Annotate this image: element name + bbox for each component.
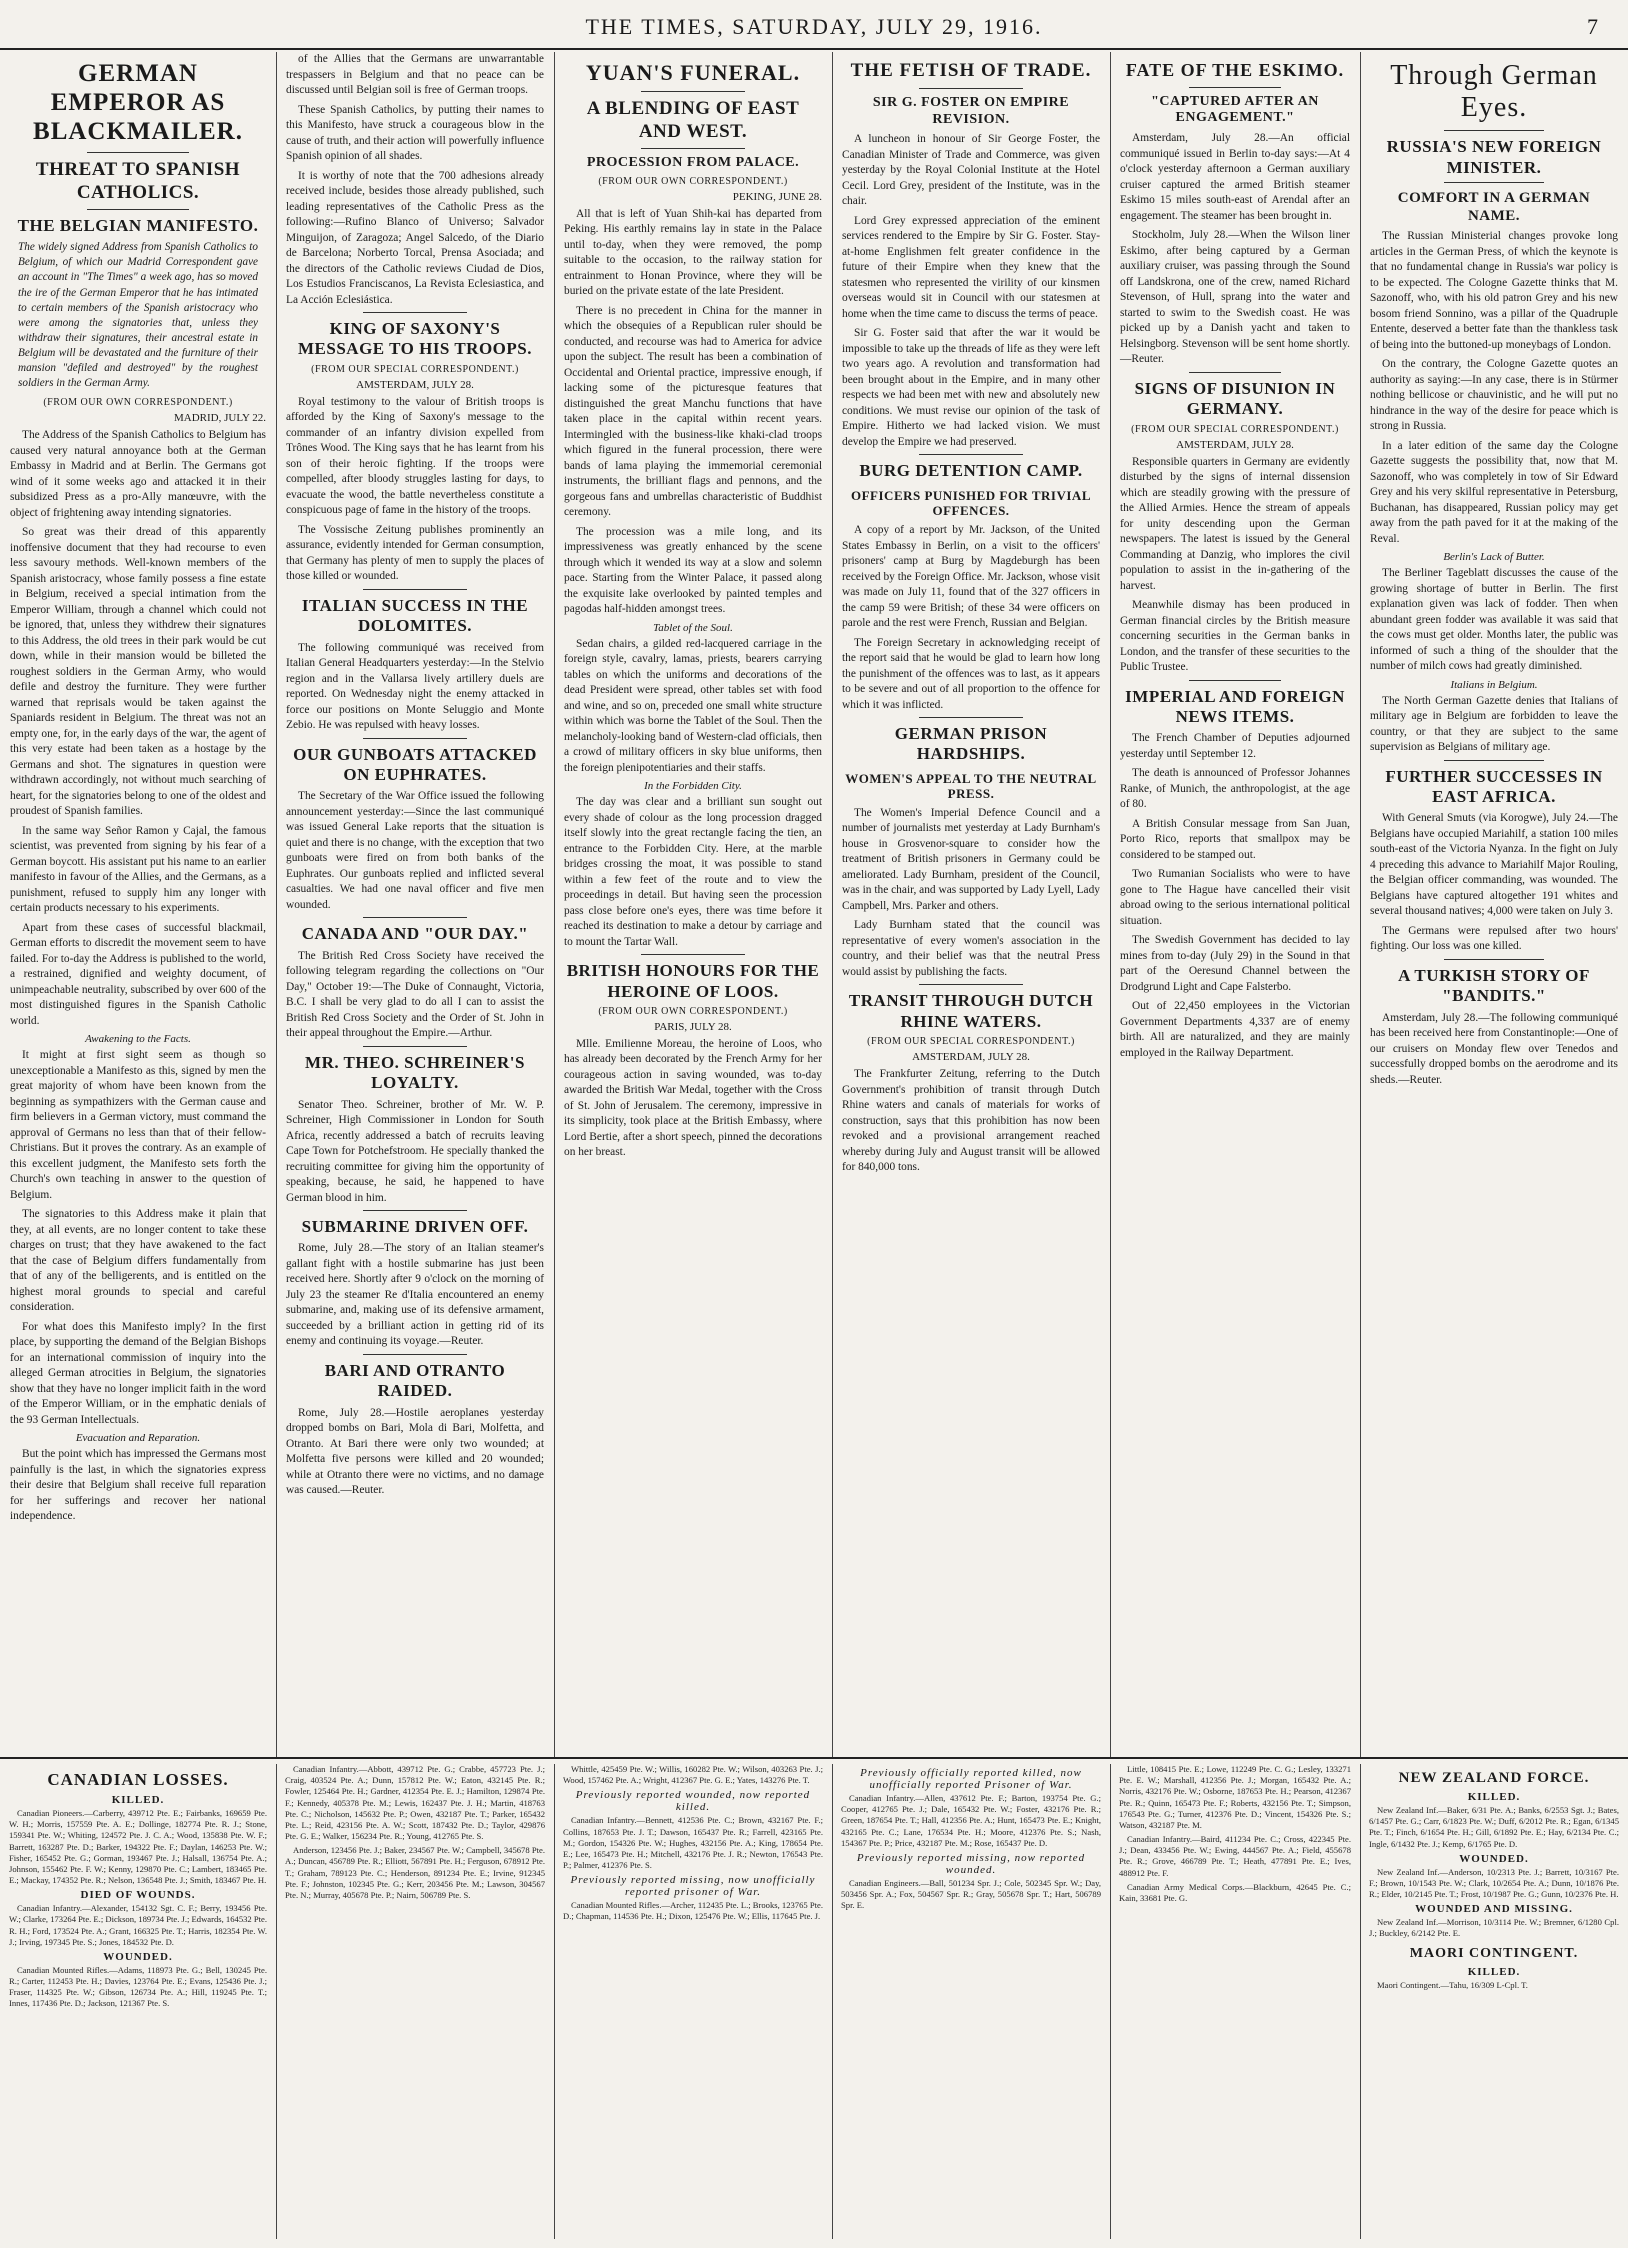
headline-schreiner: MR. THEO. SCHREINER'S LOYALTY. xyxy=(305,1052,525,1093)
side-heading: Tablet of the Soul. xyxy=(653,621,733,634)
divider xyxy=(87,209,189,210)
divider xyxy=(87,152,189,153)
paragraph: But the point which has impressed the Germans most painfully is the last, in which the signatories express their desire that Belgium shall receive full reparation for her sufferings and recover her national independence. xyxy=(10,1448,266,1523)
column-rule xyxy=(1360,52,1361,1757)
correspondent-credit: (FROM OUR OWN CORRESPONDENT.) xyxy=(43,397,233,409)
paragraph: All that is left of Yuan Shih-kai has departed from Peking. His earthly remains lay in state in the Palace until to-day, when they were removed, the pomp suitable to the occasion, to the railway station for entrainment to Honan Province, where they will be buried on the private estate of the late President. xyxy=(564,207,822,298)
paragraph: Rome, July 28.—The story of an Italian steamer's gallant fight with a hostile submarine has just been received here. Shortly after 9 o'clock on the morning of July 23 the steamer Re d'Italia encountered an enemy submarine, and, making use of its defensive armament, succeeded by a brilliant action in getting rid of its enemy and continuing its voyage.—Reuter. xyxy=(286,1242,544,1348)
dateline: AMSTERDAM, JULY 28. xyxy=(912,1051,1030,1064)
paragraph: The following communiqué was received from Italian General Headquarters yesterday:—In the Stelvio region and in the Vallarsa lively artillery duels are reported. On Wednesday night the enemy attacked in force our positions on Monte Seluggio and Monte Zebio. He was repulsed with heavy losses. xyxy=(286,641,544,732)
correspondent-credit: (FROM OUR SPECIAL CORRESPONDENT.) xyxy=(1131,423,1339,435)
column-4 xyxy=(836,52,1106,1757)
paragraph: So great was their dread of this apparently inoffensive document that they had recourse to even less savoury methods. Well-known members of the Spanish aristocracy, whose family possess a fine estate in Belgium, received a special intimation from the Emperor William, through a channel which could not be ignored, that, unless they withdrew their signatures to this Address, the old trees in their park would be cut down, while in their mansion would be billeted the roughest soldiers in the German Army, who would defile and destroy the furniture. They were further warned that reprisals would be taken against the Spaniards resident in Belgium. The threat was not an empty one, for, in the early days of the war, the agent of this very estate had been taken as a hostage by the Germans and shot. The signatures in question were withdrawn accordingly, not without much searching of heart, for the signatories belong to one of the oldest and proudest of Spanish families. xyxy=(10,526,266,818)
paragraph: The Address of the Spanish Catholics to Belgium has caused very natural annoyance both at the German Embassy in Madrid and at Berlin. The Germans got wind of it some weeks ago and attacked it in their subsidized Press as a pro-Ally manœuvre, with the object of frightening away intending signatories. xyxy=(10,429,266,519)
paragraph: There is no precedent in China for the manner in which the obsequies of a Republican ruler should be conducted, and recourse was had to America for advice upon the subject. The result has been a combination of Occidental and Oriental practice, impressive enough, if lacking some of the picturesque features that distinguished the great Manchu functions that have taken place in the capital within recent years. Intermingled with the business-like khaki-clad troops which figured in the funeral procession, there were bands of lama playing the immemorial ceremonial instruments, the brilliant flags and pennons, and the gorgeous fans and umbrellas characteristic of Buddhist ceremony. xyxy=(564,304,822,519)
divider xyxy=(1189,680,1281,681)
paragraph: Amsterdam, July 28.—The following communiqué has been received here from Constantinople:—One of our cruisers on Monday flew over Tenedos and successfully dropped bombs on the aerodrome and its sheds.—Reuter. xyxy=(1370,1011,1618,1086)
headline-disunion: SIGNS OF DISUNION IN GERMANY. xyxy=(1134,378,1336,419)
correspondent-credit: (FROM OUR OWN CORRESPONDENT.) xyxy=(598,175,788,187)
paragraph: In a later edition of the same day the Cologne Gazette suggests the possibility that, now that M. Sazonoff, who was completely in tow of Sir Edward Grey and his very skilful representative in Petersburg, Buchanan, has disappeared, Russian policy may get away from the path paved for it at the making of the Reval. xyxy=(1370,439,1618,545)
headline-burg-camp: BURG DETENTION CAMP. xyxy=(859,461,1083,481)
article-body xyxy=(842,1067,1100,1176)
article-body xyxy=(1120,455,1350,676)
paragraph: These Spanish Catholics, by putting their names to this Manifesto, have struck a courageous blow in the cause of truth, and their action will powerfully influence Spanish opinion of all shades. xyxy=(286,103,544,162)
headline-east-africa: FURTHER SUCCESSES IN EAST AFRICA. xyxy=(1385,766,1603,807)
article-body xyxy=(286,641,544,734)
divider xyxy=(1444,182,1543,183)
casualty-column-5 xyxy=(1114,1764,1356,2239)
divider xyxy=(1189,372,1281,373)
paragraph: The Foreign Secretary in acknowledging receipt of the report said that he would be glad to learn how long the punishment of the offences was to last, as it appears to be severe and out of all proportion to the offence for which it was inflicted. xyxy=(842,636,1100,711)
divider xyxy=(1444,760,1543,761)
headline-dutch-transit: TRANSIT THROUGH DUTCH RHINE WATERS. xyxy=(848,991,1094,1031)
casualty-column-3 xyxy=(558,1764,828,2239)
paragraph: The Women's Imperial Defence Council and a number of journalists met yesterday at Lady Burnham's house in Grosvenor-square to consider how the treatment of British prisoners in Germany could be ameliorated. Lady Burnham, president of the Council, was in the chair, and was supported by Lady Lyell, Lady Campbell, Mrs. Parker and others. xyxy=(842,806,1100,912)
article-body xyxy=(842,523,1100,713)
headline-heroine-loos: BRITISH HONOURS FOR THE HEROINE OF LOOS. xyxy=(566,961,820,1001)
article-body xyxy=(842,806,1100,981)
paragraph: Senator Theo. Schreiner, brother of Mr. W. P. Schreiner, High Commissioner in London for South Africa, recently addressed a batch of recruits leaving Cape Town for Potchefstroom. He specially thanked the recruiting committee for giving him the opportunity of speaking, because, he said, he happened to have German blood in him. xyxy=(286,1098,544,1204)
casualty-list: Maori Contingent.—Tahu, 16/309 L-Cpl. T. xyxy=(1377,1979,1528,1990)
article-body xyxy=(1120,731,1350,1061)
paragraph: The Vossische Zeitung publishes prominently an assurance, evidently intended for German consumption, that Germany has plenty of men to supply the places of those killed or wounded. xyxy=(286,523,544,583)
paragraph: Rome, July 28.—Hostile aeroplanes yesterday dropped bombs on Bari, Mola di Bari, Molfetta, and Otranto. At Bari there were only two wounded; at Molfetta five persons were killed and 20 wounded; while at Otranto there were no victims, and no damage was caused.—Reuter. xyxy=(286,1406,544,1497)
headline-eskimo: FATE OF THE ESKIMO. xyxy=(1125,60,1345,80)
headline-through-german-eyes: Through German Eyes. xyxy=(1390,60,1598,124)
subhead-womens-appeal: WOMEN'S APPEAL TO THE NEUTRAL PRESS. xyxy=(845,770,1097,802)
correspondent-credit: (FROM OUR SPECIAL CORRESPONDENT.) xyxy=(311,363,519,375)
paragraph: Responsible quarters in Germany are evidently disturbed by the signs of internal dissension which are steadily growing with the pressure of the Allied Armies. Hence the stream of appeals for unity descending upon the German newspapers. The latest is issued by the General Commanding at Danzig, who implores the civil population to assist in the in-gathering of the harvest. xyxy=(1120,455,1350,592)
headline-new-zealand-force: NEW ZEALAND FORCE. xyxy=(1398,1770,1590,1786)
paragraph: On the contrary, the Cologne Gazette quotes an authority as saying:—In any case, there is in Stürmer nothing bellicose or chauvinistic, and he will put no hindrance in the way of the desire for peace which is strong in Russia. xyxy=(1370,358,1618,433)
subhead-foster: SIR G. FOSTER ON EMPIRE REVISION. xyxy=(872,94,1070,127)
divider xyxy=(1444,130,1543,131)
casualty-list: Canadian Infantry.—Abbott, 439712 Pte. G.; Crabbe, 457723 Pte. J.; Craig, 403524 Pte. A.; Dunn, 157812 Pte. W.; Eaton, 432145 Pte. R.; Fowler, 125464 Pte. H.; Gardner, 412354 Pte. E. J.; Hamilton, 129874 Pte. F.; Kennedy, 405378 Pte. M.; Lewis, 162437 Pte. J. H.; Martin, 418763 Pte. C.; Nicholson, 145632 Pte. P.; Owen, 432187 Pte. T.; Parker, 165432 Pte. L.; Reid, 423156 Pte. A. W.; Scott, 187432 Pte. D.; Taylor, 429876 Pte. G. E.; Walker, 156234 Pte. R.; Young, 412765 Pte. S. xyxy=(285,1764,545,1842)
headline-canada-our-day: CANADA AND "OUR DAY." xyxy=(301,924,529,944)
casualty-column-6 xyxy=(1364,1764,1624,2239)
list-heading: Previously reported missing, now reported wounded. xyxy=(856,1851,1086,1876)
casualty-list: Canadian Pioneers.—Carberry, 439712 Pte. E.; Fairbanks, 169659 Pte. W. H.; Morris, 157559 Pte. A. E.; Dollinge, 182774 Pte. R. J.; Stone, 159341 Pte. W.; Whiting, 124572 Pte. J. C. A.; Wood, 135838 Pte. W. F.; Barrett, 163287 Pte. D.; Barker, 194322 Pte. F.; Daylan, 146253 Pte. W.; Fisher, 165452 Pte. G.; Gorman, 193467 Pte. J.; Halsall, 136754 Pte. A.; Johnson, 155462 Pte. F. W.; Kenny, 129870 Pte. C.; Lambert, 183465 Pte. E.; Mackay, 174352 Pte. R.; Nelson, 136548 Pte. J.; Smith, 183467 Pte. H. xyxy=(9,1808,267,1886)
paragraph: The Berliner Tageblatt discusses the cause of the growing shortage of butter in Berlin. The first explanation given was lack of fodder. Then when abundant green fodder was available it was said that the cows must get older. Months later, the public was informed of such a thing of the shoulder that the number of milch cows had greatly diminished. xyxy=(1370,567,1618,673)
subhead-blending: A BLENDING OF EAST AND WEST. xyxy=(586,98,800,143)
paragraph: The signatories to this Address make it plain that they, at all events, are no longer content to take these charges on trust; that they have awakened to the fact that the case of Belgium differs fundamentally from that of any of the belligerents, and is entitled on the highest moral grounds to special and careful consideration. xyxy=(10,1208,266,1314)
article-body xyxy=(1370,229,1618,756)
divider xyxy=(363,589,466,590)
column-1 xyxy=(4,52,272,1757)
casualty-list: New Zealand Inf.—Anderson, 10/2313 Pte. J.; Barrett, 10/3167 Pte. F.; Brown, 10/1543 Pte. W.; Clark, 10/2654 Pte. A.; Dunn, 10/1876 Pte. R.; Elder, 10/2145 Pte. T.; Frost, 10/1987 Pte. G.; Gunn, 10/2376 Pte. H. xyxy=(1369,1866,1619,1900)
headline-fetish-of-trade: THE FETISH OF TRADE. xyxy=(850,60,1092,81)
headline-turkish-story: A TURKISH STORY OF "BANDITS." xyxy=(1398,965,1590,1006)
paragraph: Out of 22,450 employees in the Victorian Government Departments 4,337 are of enemy birth. All are naturalized, and they are mainly employed in the Railway Department. xyxy=(1120,1000,1350,1059)
column-5 xyxy=(1114,52,1356,1757)
article-body xyxy=(564,1037,822,1161)
column-rule xyxy=(276,52,277,1757)
divider xyxy=(1189,87,1281,88)
paragraph: Stockholm, July 28.—When the Wilson liner Eskimo, after being captured by a German auxiliary cruiser, was passing through the Sound off Landskrona, one of the crew, named Richard Stevenson, of Hull, sprang into the water and started to swim to the Swedish coast. He was picked up by a Danish yacht and taken to Helsingborg. Stevenson will be sent home shortly.—Reuter. xyxy=(1120,229,1350,366)
column-2 xyxy=(280,52,550,1757)
divider xyxy=(363,917,466,918)
paragraph: The North German Gazette denies that Italians of military age in Belgium are forbidden to leave the country, or that they are subject to the same supervision as Belgians of military age. xyxy=(1370,694,1618,754)
casualty-list: Canadian Army Medical Corps.—Blackburn, 42645 Pte. C.; Kain, 33681 Pte. G. xyxy=(1119,1881,1351,1903)
dateline: MADRID, JULY 22. xyxy=(174,412,266,425)
subhead-foreign-minister: RUSSIA'S NEW FOREIGN MINISTER. xyxy=(1386,137,1602,177)
paragraph: A copy of a report by Mr. Jackson, of the United States Embassy in Berlin, on a visit to the officers' prisoners' camp at Burg by Magdeburgh has been received by the Foreign Office. Mr. Jackson, whose visit was made on July 11, found that of the 327 officers in the camp 59 were British; of these 34 were officers on parole and the rest were French, Russian and Belgian. xyxy=(842,524,1100,630)
list-heading: WOUNDED. xyxy=(1459,1852,1529,1865)
paragraph: The Germans were repulsed after two hours' fighting. Our loss was one killed. xyxy=(1370,924,1618,953)
paragraph: Two Rumanian Socialists who were to have gone to The Hague have cancelled their visit abroad owing to the serious international political situation. xyxy=(1120,868,1350,927)
headline-gunboats: OUR GUNBOATS ATTACKED ON EUPHRATES. xyxy=(293,744,537,784)
column-rule xyxy=(1110,52,1111,1757)
list-heading: KILLED. xyxy=(1467,1965,1521,1978)
masthead-title: THE TIMES, SATURDAY, JULY 29, 1916. xyxy=(585,14,1043,39)
headline-yuan-funeral: YUAN'S FUNERAL. xyxy=(585,60,801,85)
paragraph: For what does this Manifesto imply? In the first place, by supporting the demand of the Belgian Bishops for an international commission of inquiry into the alleged German atrocities in Belgium, the signatories show that they have no longer implicit faith in the word of the Emperor William, or in the emphatic denials of the 93 German Intellectuals. xyxy=(10,1320,266,1426)
column-6 xyxy=(1364,52,1624,1757)
casualty-column-1 xyxy=(4,1764,272,2239)
paragraph: The Swedish Government has decided to lay mines from to-day (July 29) in the Sound in that part of the Oeresund Channel between the Drodgrund Light and Cape Falsterbo. xyxy=(1120,934,1350,993)
column-rule xyxy=(1360,1764,1361,2239)
casualty-list: Anderson, 123456 Pte. J.; Baker, 234567 Pte. W.; Campbell, 345678 Pte. A.; Duncan, 456789 Pte. R.; Elliott, 567891 Pte. H.; Ferguson, 678912 Pte. T.; Graham, 789123 Pte. C.; Henderson, 891234 Pte. E.; Irvine, 912345 Pte. F.; Johnston, 102345 Pte. G.; Kerr, 203456 Pte. M.; Lawson, 304567 Pte. N.; Murray, 405678 Pte. P.; Nairn, 506789 Pte. S. xyxy=(285,1845,545,1900)
paragraph: The day was clear and a brilliant sun sought out every shade of colour as the long procession dragged itself slowly into the great rectangle facing the tien, an entrance to the Forbidden City. Here, at the marble bridges crossing the moat, it was possible to stand within a few feet of the route and to view the proceedings in detail. But having seen the procession pass close before one's eyes, there was time before it reached its destination to make a detour by carriage and to mount the Tartar Wall. xyxy=(564,796,822,948)
casualty-list: Canadian Infantry.—Bennett, 412536 Pte. C.; Brown, 432167 Pte. F.; Collins, 187653 Pte. J. T.; Dawson, 165437 Pte. R.; Farrell, 423165 Pte. M.; Gordon, 154326 Pte. W.; Hughes, 432156 Pte. A.; King, 178654 Pte. E.; Lee, 165473 Pte. H.; Mitchell, 432176 Pte. J. R.; Newton, 176543 Pte. P.; Palmer, 412376 Pte. S. xyxy=(563,1815,823,1871)
list-heading: DIED OF WOUNDS. xyxy=(80,1889,196,1902)
article-body xyxy=(1370,1011,1618,1089)
list-heading: KILLED. xyxy=(1467,1791,1521,1803)
column-3 xyxy=(558,52,828,1757)
paragraph: The French Chamber of Deputies adjourned yesterday until September 12. xyxy=(1120,732,1350,760)
column-rule xyxy=(832,52,833,1757)
column-rule xyxy=(1110,1764,1111,2239)
correspondent-credit: (FROM OUR OWN CORRESPONDENT.) xyxy=(598,1005,788,1017)
paragraph: Lady Burnham stated that the council was representative of every women's association in the country, and their belief was that the neutral Press would assist by publishing the facts. xyxy=(842,919,1100,978)
correspondent-credit: (FROM OUR SPECIAL CORRESPONDENT.) xyxy=(867,1036,1075,1048)
paragraph: of the Allies that the Germans are unwarrantable trespassers in Belgium and that no peace can be discussed until Belgian soil is free of German troops. xyxy=(286,53,544,96)
casualty-list: Canadian Infantry.—Alexander, 154132 Sgt. C. F.; Berry, 193456 Pte. W.; Clarke, 173264 Pte. E.; Dickson, 189734 Pte. J.; Edwards, 164532 Pte. R. H.; Ford, 173524 Pte. A.; Grant, 166325 Pte. T.; Harris, 182354 Pte. W. J.; Irving, 197345 Pte. S.; Jones, 184532 Pte. D. xyxy=(9,1903,267,1947)
headline-italian-success: ITALIAN SUCCESS IN THE DOLOMITES. xyxy=(301,595,529,636)
subhead-captured: "CAPTURED AFTER AN ENGAGEMENT." xyxy=(1151,93,1319,126)
divider xyxy=(919,454,1022,455)
list-heading: Previously reported wounded, now reported killed. xyxy=(575,1789,811,1814)
side-heading: Italians in Belgium. xyxy=(1450,678,1538,691)
column-rule xyxy=(554,1764,555,2239)
article-body xyxy=(286,395,544,585)
article-body xyxy=(286,52,544,308)
divider xyxy=(363,1046,466,1047)
headline-prison-hardships: GERMAN PRISON HARDSHIPS. xyxy=(894,724,1048,764)
divider xyxy=(641,91,744,92)
headline-submarine: SUBMARINE DRIVEN OFF. xyxy=(301,1217,529,1237)
column-rule xyxy=(832,1764,833,2239)
paragraph: The British Red Cross Society have received the following telegram regarding the collections on "Our Day," October 19:—The Duke of Connaught, Victoria, B.C. I shall be very glad to do all I can to assist the British Red Cross Society and the Order of St. John in their appeal throughout the Empire.—Arthur. xyxy=(286,949,544,1040)
column-rule xyxy=(554,52,555,1757)
divider xyxy=(919,717,1022,718)
masthead xyxy=(0,0,1628,50)
headline-maori-contingent: MAORI CONTINGENT. xyxy=(1409,1945,1579,1961)
paragraph: A luncheon in honour of Sir George Foster, the Canadian Minister of Trade and Commerce, was given yesterday by the Royal Colonial Institute at the Hotel Cecil. Lord Grey, president of the Institute, was in the chair. xyxy=(842,133,1100,208)
divider xyxy=(1444,959,1543,960)
side-heading: Awakening to the Facts. xyxy=(85,1033,191,1046)
paragraph: Sir G. Foster said that after the war it would be impossible to take up the threads of life as they were left two years ago. A revolution and transformation had been brought about in the Empire, and in many other respects we had been met with new and absolutely new conditions. We must revise our opinion of the task of Empire. Hitherto we had lacked vision. We must develop the Empire we had preserved. xyxy=(842,327,1100,448)
article-body xyxy=(1370,811,1618,955)
side-heading: Evacuation and Reparation. xyxy=(75,1432,201,1445)
casualty-list: Canadian Engineers.—Ball, 501234 Spr. J.; Cole, 502345 Spr. W.; Day, 503456 Spr. A.; Fox, 504567 Spr. R.; Gray, 505678 Spr. T.; Hart, 506789 Spr. E. xyxy=(841,1877,1101,1911)
side-heading: In the Forbidden City. xyxy=(644,780,742,793)
article-body xyxy=(842,132,1100,450)
divider xyxy=(363,1354,466,1355)
paragraph: The Frankfurter Zeitung, referring to the Dutch Government's prohibition of transit through Dutch Rhine waters and canals of materials for works of construction, says that this prohibition has now been revoked and a provisional arrangement reached whereby during July and August transit will be allowed for 840,000 tons. xyxy=(842,1068,1100,1174)
headline-news-items: IMPERIAL AND FOREIGN NEWS ITEMS. xyxy=(1125,686,1345,726)
paragraph: Lord Grey expressed appreciation of the eminent services rendered to the Empire by Sir G. Foster. Stay-at-home Englishmen felt greater confidence in the future of their Empire when they knew that the statesmen who represented the virility of our kinsmen overseas would sit in Council with our statesmen at home when the time came to discuss the terms of peace. xyxy=(842,214,1100,320)
paragraph: It is worthy of note that the 700 adhesions already received include, besides those already published, such leading representatives of the Catholic Press as the following:—Rufino Blanco of Universo; Salvador Minguijon, of Zaragoza; Angel Salcedo, of the Diario de Barcelona; Norberto Torcal, Prensa Asociada; and the directors of the Catholic reviews Ciudad de Dios, Los Estudios Franciscanos, La Revista Eclesiastica, and La Acción Eclesiástica. xyxy=(286,169,544,306)
headline-canadian-losses: CANADIAN LOSSES. xyxy=(47,1770,229,1789)
divider xyxy=(363,312,466,313)
headline-german-emperor: GERMAN EMPEROR AS BLACKMAILER. xyxy=(33,60,243,145)
subhead-belgian-manifesto: THE BELGIAN MANIFESTO. xyxy=(17,215,259,235)
paragraph: Mlle. Emilienne Moreau, the heroine of Loos, who has already been decorated by the French Army for her courageous action in saving wounded, was to-day awarded the British War Medal, together with the Cross of St. John of Jerusalem. The ceremony, impressive in its simplicity, took place at the British Embassy, where Lord Bertie, after a short speech, pinned the decorations on her breast. xyxy=(564,1037,822,1159)
dateline: PEKING, JUNE 28. xyxy=(732,190,822,203)
subhead-comfort: COMFORT IN A GERMAN NAME. xyxy=(1397,190,1591,225)
list-heading: KILLED. xyxy=(111,1794,165,1806)
side-heading: Berlin's Lack of Butter. xyxy=(1443,551,1545,564)
divider xyxy=(363,1210,466,1211)
casualty-list: New Zealand Inf.—Baker, 6/31 Pte. A.; Banks, 6/2553 Sgt. J.; Bates, 6/1457 Pte. G.; Carr, 6/1823 Pte. W.; Duff, 6/2012 Pte. R.; Egan, 6/1345 Pte. T.; Finch, 6/1654 Pte. H.; Gill, 6/1892 Pte. E.; Hay, 6/2134 Pte. C.; Ingle, 6/1432 Pte. J.; Kemp, 6/1765 Pte. D. xyxy=(1369,1805,1619,1849)
paragraph: A British Consular message from San Juan, Porto Rico, reports that smallpox may be considered to be stamped out. xyxy=(1120,817,1350,861)
paragraph: The Secretary of the War Office issued the following announcement yesterday:—Since the last communiqué was issued General Lake reports that the situation is quiet and there is no change, with the exception that two gunboats were fired on from both banks of the Euphrates. Our gunboats replied and inflicted several casualties. We had one naval officer and five men wounded. xyxy=(286,790,544,911)
dateline: AMSTERDAM, JULY 28. xyxy=(1176,438,1294,451)
lower-section-rule xyxy=(0,1757,1628,1759)
casualty-list: Little, 108415 Pte. E.; Lowe, 112249 Pte. C. G.; Lesley, 133271 Pte. E. W.; Marshall, 412356 Pte. J.; Morgan, 165432 Pte. A.; Norris, 432176 Pte. W.; Osborne, 187653 Pte. H.; Pearson, 412367 Pte. R.; Quinn, 165473 Pte. F.; Roberts, 432156 Pte. T.; Simpson, 176543 Pte. G.; Turner, 412376 Pte. D.; Vincent, 154326 Pte. S.; Watson, 432187 Pte. M. xyxy=(1119,1764,1351,1830)
casualty-list: Canadian Mounted Rifles.—Adams, 118973 Pte. G.; Bell, 130245 Pte. R.; Carter, 112453 Pte. H.; Davies, 123764 Pte. E.; Evans, 125436 Pte. J.; Fraser, 114325 Pte. W.; Gibson, 126734 Pte. A.; Hill, 119245 Pte. T.; Innes, 117436 Pte. D.; Jackson, 121367 Pte. S. xyxy=(9,1964,267,2009)
casualty-list: Canadian Infantry.—Allen, 437612 Pte. F.; Barton, 193754 Pte. G.; Cooper, 412765 Pte. J.; Dale, 165432 Pte. W.; Foster, 432176 Pte. R.; Green, 187654 Pte. T.; Hall, 412356 Pte. A.; Hunt, 165473 Pte. E.; Knight, 432165 Pte. C.; Lane, 176534 Pte. H.; Moore, 412376 Pte. S.; Nash, 154367 Pte. P.; Price, 432187 Pte. M.; Rose, 165437 Pte. D. xyxy=(841,1793,1101,1848)
subhead-spanish-catholics: THREAT TO SPANISH CATHOLICS. xyxy=(35,159,241,204)
dateline: PARIS, JULY 28. xyxy=(654,1020,732,1033)
casualty-list: Canadian Mounted Rifles.—Archer, 112435 Pte. L.; Brooks, 123765 Pte. D.; Chapman, 114536 Pte. H.; Dixon, 125476 Pte. W.; Ellis, 117645 Pte. J. xyxy=(563,1900,823,1922)
paragraph: The Russian Ministerial changes provoke long articles in the German Press, of which the keynote is that no fundamental change in Russia's war policy is to be expected. The Cologne Gazette thinks that M. Sazonoff, who, with his old patron Grey and his new bosom friend Sonnino, was a pillar of the Quadruple Entente, deserved a better fate than the thankless task of being into the buttoned-up moneybags of London. xyxy=(1370,230,1618,351)
paragraph: Royal testimony to the valour of British troops is afforded by the King of Saxony's message to the commander of an infantry division expelled from Trônes Wood. The King says that he has learnt from his son of their heroic fighting. If the troops were compelled, after bloody struggles lasting for days, to evacuate the wood, the battle nevertheless constitute a conspicuous page of fame in the history of the troops. xyxy=(286,395,544,517)
paragraph: Sedan chairs, a gilded red-lacquered carriage in the foreign style, cavalry, lamas, priests, bearers carrying tables on which the uniforms and decorations of the dead President were spread, other tables set with food and wine, and so on, preceded one small white structure within which was borne the Tablet of the Soul. Then the melancholy-looking band of Western-clad officials, then a crowd of military officers in sky blue uniforms, then the foreign plenipotentiaries and their staffs. xyxy=(564,637,822,774)
article-body xyxy=(286,1406,544,1499)
list-heading: Previously reported missing, now unofficially reported prisoner of War. xyxy=(570,1874,816,1899)
paragraph: Apart from these cases of successful blackmail, German efforts to discredit the movement seem to have failed. For to-day the Address is published to the world, a restrained, dignified and weighty document, of unimpeachable neutrality, subscribed by over 600 of the most distinguished figures in the Spanish Catholic world. xyxy=(10,921,266,1027)
divider xyxy=(919,88,1022,89)
paragraph: The procession was a mile long, and its impressiveness was greatly enhanced by the scene through which it wended its way at a slow and solemn pace. Starting from the Winter Palace, it passed along the exquisite lake overlooked by painted temples and pagodas half-hidden amongst trees. xyxy=(564,525,822,616)
article-body xyxy=(286,1241,544,1350)
list-heading: WOUNDED. xyxy=(103,1950,173,1963)
casualty-list: Canadian Infantry.—Baird, 411234 Pte. C.; Cross, 422345 Pte. J.; Dean, 433456 Pte. W.; Ewing, 444567 Pte. A.; Field, 455678 Pte. R.; Grove, 466789 Pte. T.; Heath, 477891 Pte. E.; Ives, 488912 Pte. F. xyxy=(1119,1834,1351,1878)
divider xyxy=(363,738,466,739)
list-heading: Previously officially reported killed, now unofficially reported Prisoner of War. xyxy=(860,1767,1082,1791)
casualty-list: Whittle, 425459 Pte. W.; Willis, 160282 Pte. W.; Wilson, 403263 Pte. J.; Wood, 157462 Pte. A.; Wright, 412367 Pte. G. E.; Yates, 143276 Pte. T. xyxy=(563,1764,823,1786)
headline-bari-otranto: BARI AND OTRANTO RAIDED. xyxy=(324,1360,506,1401)
subhead-officers-punished: OFFICERS PUNISHED FOR TRIVIAL OFFENCES. xyxy=(851,487,1091,519)
casualty-column-2 xyxy=(280,1764,550,2239)
article-body xyxy=(564,207,822,951)
divider xyxy=(919,984,1022,985)
divider xyxy=(641,954,744,955)
article-body xyxy=(286,949,544,1042)
divider xyxy=(641,148,744,149)
paragraph: Amsterdam, July 28.—An official communiqué issued in Berlin to-day says:—At 4 o'clock yesterday afternoon a German auxiliary cruiser captured the armed British steamer Eskimo 15 miles south-east of Arendal after an engagement. The steamer has been brought in. xyxy=(1120,132,1350,222)
paragraph: It might at first sight seem as though so unexceptionable a Manifesto as this, signed by men the great majority of whom have been known from the beginning as sympathizers with the German cause and firm believers in a German victory, must command the approval of Germans no less than that of their fellow-Christians. But it proves the contrary. As an example of this excellent judgment, the Manifesto sets forth the Church's own teaching in answer to the question of Belgium. xyxy=(10,1049,266,1201)
dateline: AMSTERDAM, JULY 28. xyxy=(356,378,474,391)
article-body xyxy=(286,789,544,913)
article-body xyxy=(1120,131,1350,368)
column-rule xyxy=(276,1764,277,2239)
article-body xyxy=(286,1098,544,1207)
paragraph: With General Smuts (via Korogwe), July 24.—The Belgians have occupied Mariahilf, a station 100 miles south-east of the Victoria Nyanza. In the fight on July 4 preceding this advance to Mariahilf Major Rouling, the Belgian officer commanding, was wounded. The Belgians have captured altogether 191 whites and several thousand natives; 4,000 were taken on July 3. xyxy=(1370,812,1618,918)
article-body xyxy=(10,428,266,1525)
paragraph: Meanwhile dismay has been produced in German financial circles by the British measure concerning securities in the German banks in London, and the transfer of these securities to the Public Trustee. xyxy=(1120,599,1350,674)
subhead-procession: PROCESSION FROM PALACE. xyxy=(586,154,800,170)
list-heading: WOUNDED AND MISSING. xyxy=(1415,1903,1573,1916)
paragraph: The death is announced of Professor Johannes Ranke, of Munich, the anthropologist, at the age of 80. xyxy=(1120,767,1350,811)
paragraph: In the same way Señor Ramon y Cajal, the famous scientist, was prevented from signing by his fear of a German boycott. His assistant put his name to an earlier manifesto in favour of the Allies, and the Germans, as a punishment, refused to supply him any longer with certain products necessary to his experiments. xyxy=(10,824,266,915)
headline-king-of-saxony: KING OF SAXONY'S MESSAGE TO HIS TROOPS. xyxy=(298,319,532,359)
page-number: 7 xyxy=(1587,14,1598,39)
casualty-list: New Zealand Inf.—Morrison, 10/3114 Pte. W.; Bremner, 6/1280 Cpl. J.; Buckley, 6/2142 Pte. E. xyxy=(1369,1917,1619,1939)
casualty-column-4 xyxy=(836,1764,1106,2239)
article-intro: The widely signed Address from Spanish Catholics to Belgium, of which our Madrid Correspondent gave an account in "The Times" a week ago, has so moved the ire of the German Emperor that he has intimated to certain members of the Spanish aristocracy who were among the signatories that, unless they withdraw their signatures, their ancestral estate in Belgium will be devastated and the furniture of their mansion "defiled and destroyed" by the roughest soldiers in the German Army. xyxy=(18,241,258,390)
